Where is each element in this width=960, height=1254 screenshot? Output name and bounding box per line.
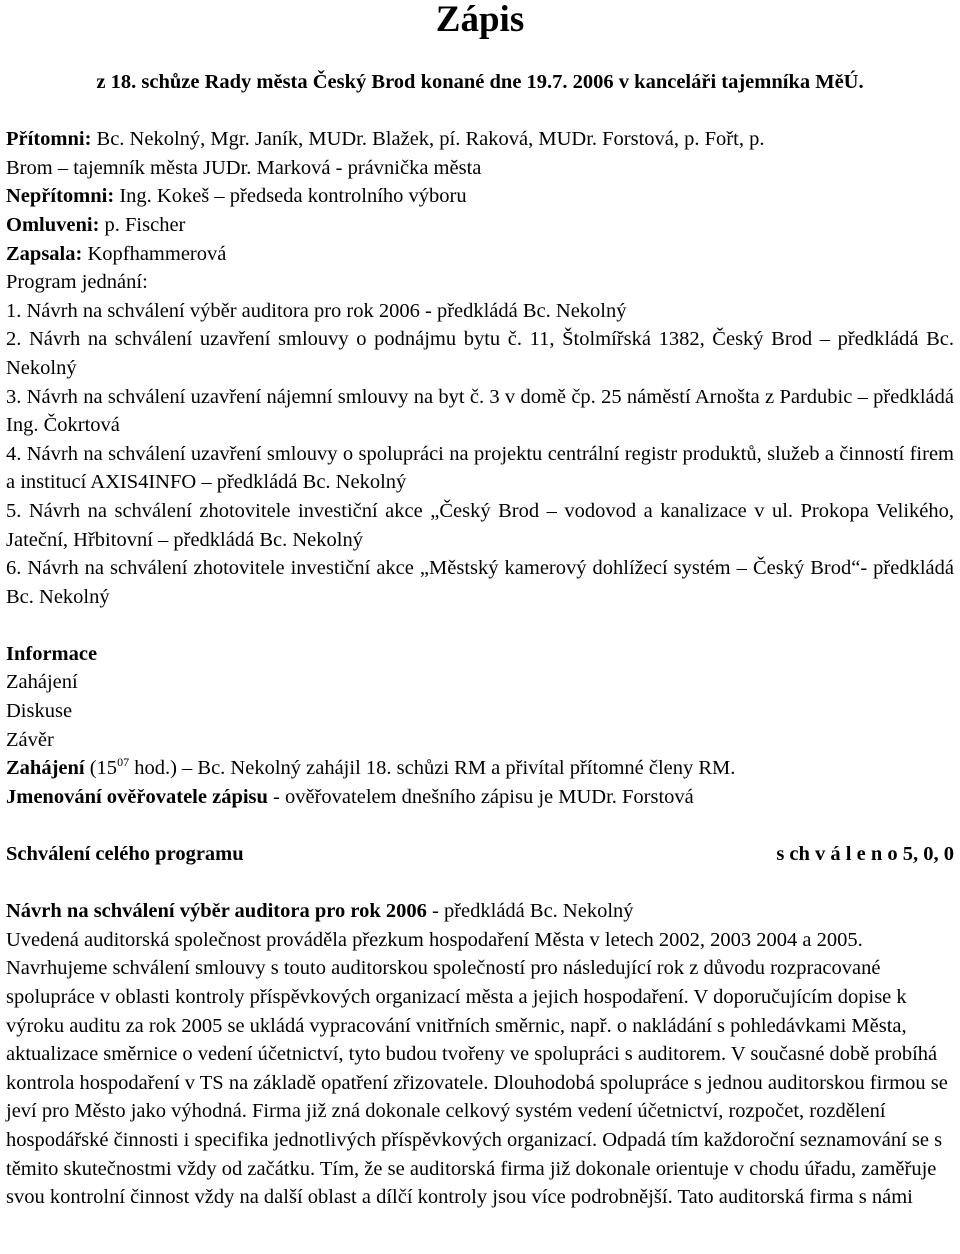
- spacer: [6, 611, 954, 640]
- program-item-4: 4. Návrh na schválení uzavření smlouvy o spolupráci na projektu centrální registr produktů, služeb a činností firem a institucí AXIS4INFO – předkládá Bc. Nekolný: [6, 442, 954, 494]
- item1-heading-label: Návrh na schválení výběr auditora pro rok 2006: [6, 900, 427, 923]
- program-item-6: 6. Návrh na schválení zhotovitele investiční akce „Městský kamerový dohlížecí systém – Český Brod“- předkládá Bc. Nekolný: [6, 557, 954, 608]
- section-zaver: Závěr: [6, 728, 54, 751]
- document-page: [6, 0, 954, 1212]
- approval-row: [6, 840, 954, 869]
- verifier-value: - ověřovatelem dnešního zápisu je MUDr. Forstová: [267, 785, 694, 808]
- item1-body: Uvedená auditorská společnost prováděla přezkum hospodaření Města v letech 2002, 2003 2004 a 2005. Navrhujeme schválení smlouvy s touto auditorskou společností pro následující rok z důvodu rozpracované spolupráce v oblasti kontroly příspěvkových organizací města a jejich hospodaření. V doporučujícím dopise k výroku auditu za rok 2005 se ukládá vypracování vnitřních směrnic, např. o nakládání s pohledávkami Města, aktualizace směrnice o vedení účetnictví, tyto budou tvořeny ve spolupráci s auditorem. V současné době probíhá kontrola hospodaření v TS na základě opatření zřizovatele. Dlouhodobá spolupráce s jednou auditorskou firmou se jeví pro Město jako výhodná. Firma již zná dokonale celkový systém vedení účetnictví, rozpočet, rozdělení hospodářské činnosti i specifika jednotlivých příspěvkových organizací. Odpadá tím každoroční seznamování se s těmito skutečnostmi vždy od začátku. Tím, že se auditorská firma již dokonale orientuje v chodu úřadu, zaměřuje svou kontrolní činnost vždy na další oblast a dílčí kontroly jsou více podrobnější. Tato auditorská firma s námi: [6, 928, 948, 1209]
- document-title: Zápis: [435, 0, 525, 40]
- item1-heading: [6, 897, 954, 926]
- program-item-1: 1. Návrh na schválení výběr auditora pro rok 2006 - předkládá Bc. Nekolný: [6, 299, 627, 322]
- recorder-label: Zapsala:: [6, 242, 83, 265]
- item1-heading-tail: - předkládá Bc. Nekolný: [426, 900, 634, 923]
- present-line-2: Brom – tajemník města JUDr. Marková - právnička města: [6, 156, 482, 179]
- recorder-line: [6, 240, 954, 269]
- section-diskuse: Diskuse: [6, 700, 73, 723]
- program-item-2: 2. Návrh na schválení uzavření smlouvy o podnájmu bytu č. 11, Štolmířská 1382, Český Brod – předkládá Bc. Nekolný: [6, 328, 954, 379]
- section-zahajeni: Zahájení: [6, 671, 78, 694]
- verifier-line: [6, 783, 954, 812]
- excused-value: p. Fischer: [99, 213, 186, 236]
- excused-label: Omluveni:: [6, 213, 100, 236]
- program-item-5: 5. Návrh na schválení zhotovitele investiční akce „Český Brod – vodovod a kanalizace v ul. Prokopa Velikého, Jateční, Hřbitovní – předkládá Bc. Nekolný: [6, 499, 954, 551]
- opening-line: [6, 754, 954, 783]
- recorder-value: Kopfhammerová: [82, 242, 227, 265]
- present-label: Přítomni:: [6, 128, 92, 151]
- program-item-3: 3. Návrh na schválení uzavření nájemní smlouvy na byt č. 3 v domě čp. 25 náměstí Arnošta z Pardubic – předkládá Ing. Čokrtová: [6, 385, 954, 437]
- present-line-1: [6, 125, 954, 154]
- document-subtitle: z 18. schůze Rady města Český Brod konané dne 19.7. 2006 v kanceláři tajemníka MěÚ.: [96, 71, 864, 93]
- approval-result: s ch v á l e n o 5, 0, 0: [776, 843, 954, 866]
- absent-label: Nepřítomni:: [6, 185, 115, 208]
- section-informace: Informace: [6, 642, 98, 665]
- program-list: [6, 297, 954, 612]
- absent-line: [6, 182, 954, 211]
- opening-label: Zahájení: [6, 757, 85, 780]
- opening-pre: (15: [84, 757, 118, 780]
- opening-minutes: 07: [117, 755, 130, 770]
- absent-value: Ing. Kokeš – předseda kontrolního výboru: [114, 185, 467, 208]
- opening-text: hod.) – Bc. Nekolný zahájil 18. schůzi RM a přivítal přítomné členy RM.: [129, 757, 736, 780]
- approval-label: Schválení celého programu: [6, 843, 244, 866]
- spacer: [6, 869, 954, 898]
- program-label: Program jednání:: [6, 271, 148, 294]
- verifier-label: Jmenování ověřovatele zápisu: [6, 785, 268, 808]
- spacer: [6, 811, 954, 840]
- present-value: Bc. Nekolný, Mgr. Janík, MUDr. Blažek, pí. Raková, MUDr. Forstová, p. Fořt, p.: [91, 128, 765, 151]
- spacer: [6, 97, 954, 126]
- excused-line: [6, 211, 954, 240]
